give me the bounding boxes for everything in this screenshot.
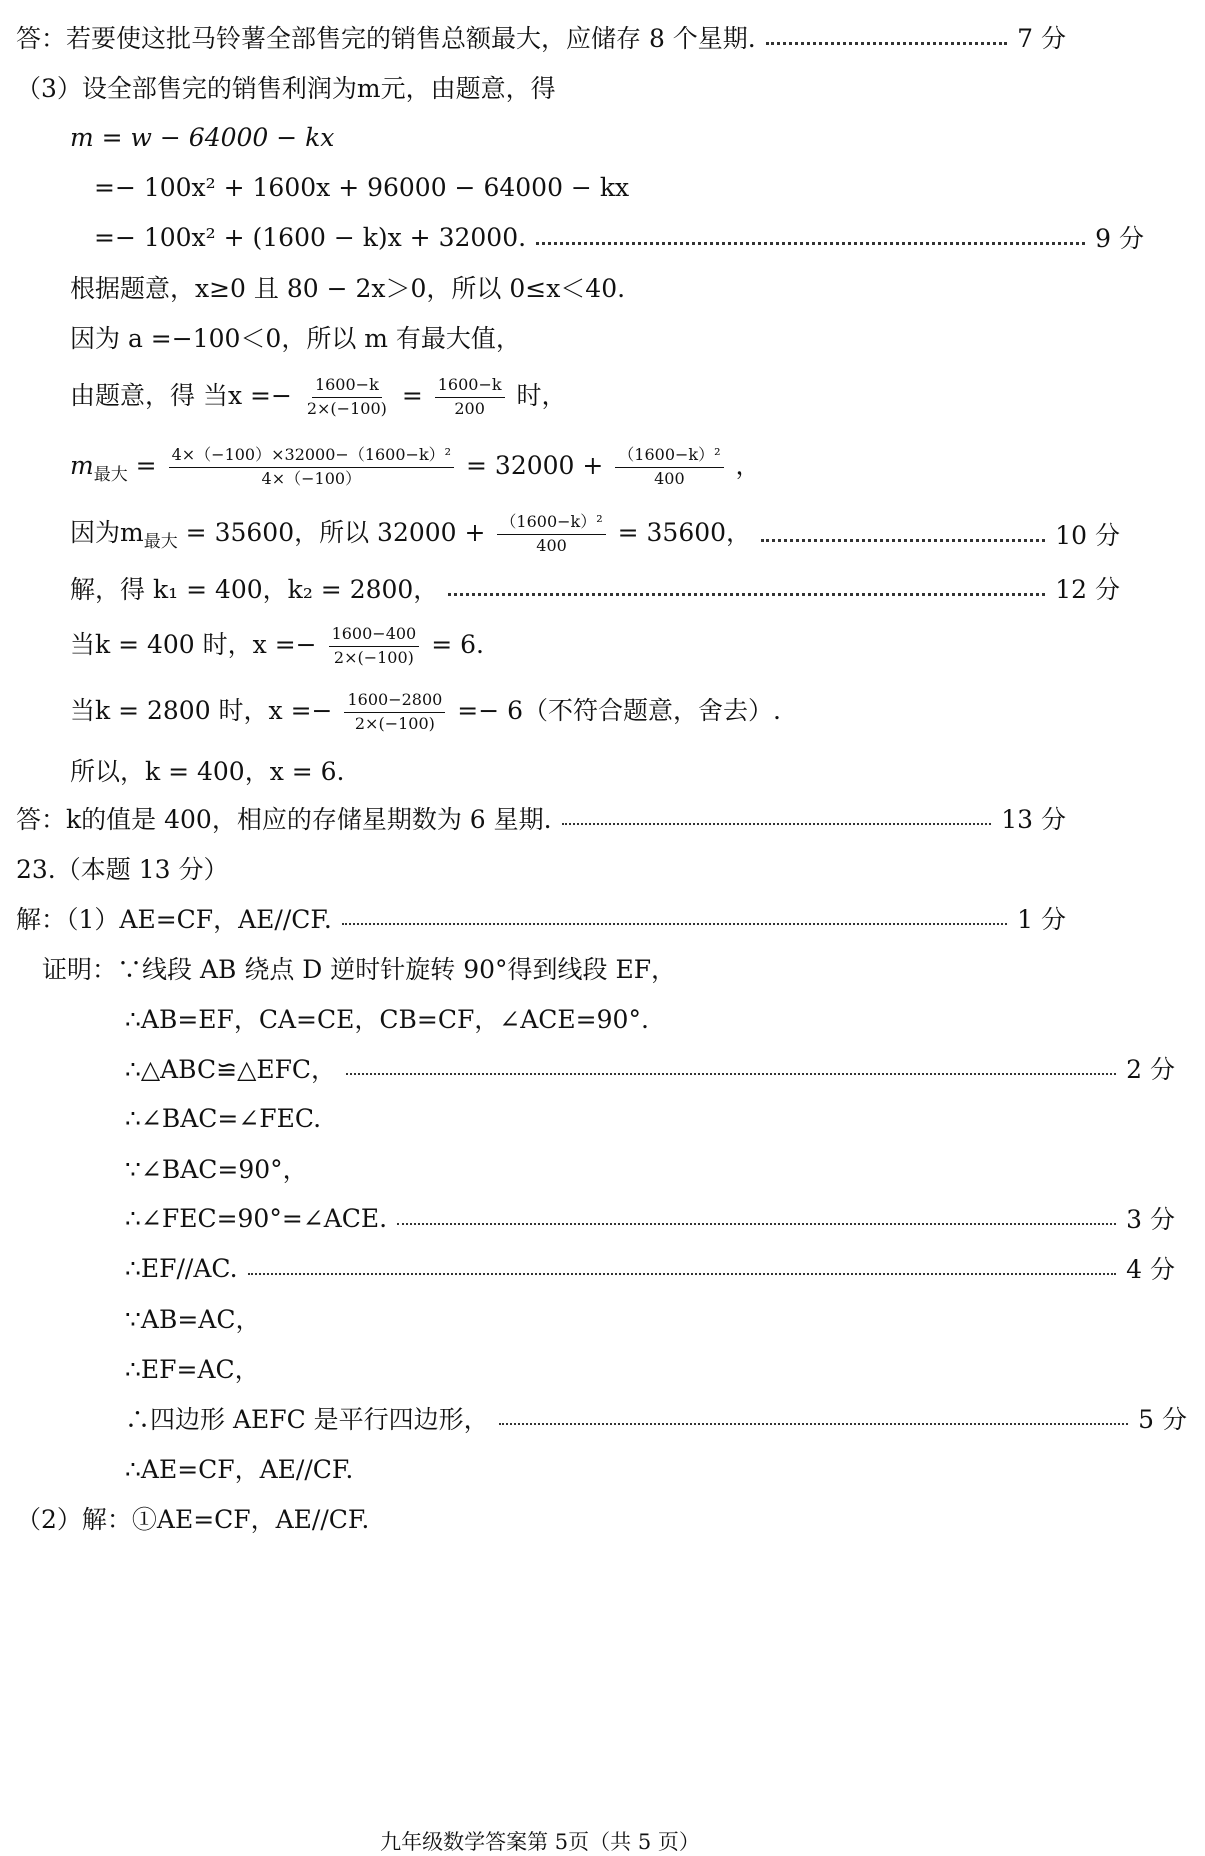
proof-step	[0, 1248, 1205, 1288]
line-text: ，	[735, 450, 761, 480]
answer-line-7	[0, 17, 1096, 57]
page-footer: 九年级数学答案第 5页（共 5 页）	[380, 1830, 700, 1854]
dot-leader	[342, 923, 1007, 925]
line-text: =− 6（不符合题意，舍去）.	[457, 695, 781, 725]
line-text: ∴AE=CF，AE//CF.	[125, 1455, 354, 1484]
fraction	[329, 625, 420, 667]
line-text: 因为 a =−100＜0，所以 m 有最大值，	[70, 324, 521, 353]
score-label: 4 分	[1126, 1255, 1175, 1284]
line-text: 证明：∵线段 AB 绕点 D 逆时针旋转 90°得到线段 EF，	[42, 955, 677, 984]
line-text: = 35600，所以 32000 +	[185, 517, 494, 547]
equation-simplified	[0, 217, 1174, 257]
dot-leader	[346, 1073, 1116, 1075]
dot-leader	[766, 42, 1007, 45]
fraction	[615, 446, 723, 488]
fraction-numerator: 1600−k	[435, 376, 505, 397]
line-text: 由题意，得 当x =−	[70, 380, 292, 410]
fraction	[304, 376, 390, 418]
equation-text: m = w − 64000 − kx	[70, 122, 335, 152]
score-label: 1 分	[1017, 905, 1066, 934]
score-label: 7 分	[1017, 24, 1066, 53]
line-text: =	[401, 380, 431, 410]
score-label: 9 分	[1095, 224, 1144, 253]
max-value-note	[0, 317, 1150, 357]
line-text: =	[135, 450, 165, 480]
line-text: 时，	[516, 380, 567, 410]
domain-condition	[0, 267, 1150, 307]
score-label: 13 分	[1001, 805, 1066, 834]
dot-leader	[499, 1423, 1128, 1425]
line-text: 因为m	[70, 517, 144, 547]
fraction	[169, 446, 454, 488]
proof-step	[0, 998, 1205, 1038]
question-23-heading	[0, 848, 1096, 888]
line-text: （3）设全部售完的销售利润为m元，由题意，得	[16, 74, 556, 103]
subscript: 最大	[143, 531, 178, 552]
proof-step	[0, 1048, 1205, 1088]
score-label: 10 分	[1055, 521, 1120, 550]
q23-part1-answer	[0, 898, 1096, 938]
fraction-denominator: 200	[454, 398, 485, 418]
fraction-denominator: 2×(−100)	[354, 713, 435, 733]
equation-m	[0, 117, 1150, 157]
proof-step	[0, 1348, 1205, 1388]
fraction-numerator: 1600−400	[329, 625, 420, 646]
k-solutions	[0, 568, 1150, 608]
line-text: ∵∠BAC=90°，	[125, 1155, 308, 1184]
fraction-denominator: 2×(−100)	[333, 647, 414, 667]
fraction-denominator: 400	[536, 535, 567, 555]
case-k2800	[0, 686, 1150, 738]
score-label: 5 分	[1138, 1405, 1187, 1434]
line-text: ∴∠FEC=90°=∠ACE.	[125, 1203, 388, 1233]
case-k400	[0, 620, 1150, 672]
fraction-numerator: （1600−k）²	[615, 446, 723, 467]
line-text: ∴AB=EF，CA=CE，CB=CF，∠ACE=90°.	[125, 1005, 649, 1034]
score-label: 3 分	[1126, 1205, 1175, 1234]
dot-leader	[397, 1223, 1116, 1225]
q23-part2-answer	[0, 1498, 1096, 1538]
dot-leader	[448, 593, 1045, 596]
line-text: 当k = 400 时，x =−	[70, 629, 317, 659]
line-text: （2）解：①AE=CF，AE//CF.	[16, 1505, 370, 1534]
line-text: ∴△ABC≌△EFC，	[125, 1055, 337, 1084]
fraction-denominator: 4×（−100）	[261, 468, 362, 488]
score-label: 12 分	[1055, 575, 1120, 604]
fraction-numerator: 1600−2800	[344, 691, 445, 712]
proof-step	[0, 1298, 1205, 1338]
dot-leader	[761, 539, 1045, 542]
subscript: 最大	[93, 464, 128, 485]
dot-leader	[536, 242, 1085, 245]
proof-step	[0, 1448, 1205, 1488]
answer-line-13	[0, 798, 1096, 838]
fraction-numerator: （1600−k）²	[497, 513, 605, 534]
line-text: 解：（1）AE=CF，AE//CF.	[16, 905, 332, 934]
equation-text: =− 100x² + 1600x + 96000 − 64000 − kx	[94, 172, 630, 202]
proof-step	[0, 1148, 1205, 1188]
line-text: 当k = 2800 时，x =−	[70, 695, 333, 725]
fraction-numerator: 1600−k	[312, 376, 382, 397]
fraction-numerator: 4×（−100）×32000−（1600−k）²	[169, 446, 454, 467]
m-max-equation	[0, 507, 1150, 561]
line-text: = 35600，	[617, 517, 752, 547]
line-text: 解，得 k₁ = 400，k₂ = 2800，	[70, 575, 439, 604]
vertex-x-line	[0, 372, 1150, 422]
proof-start	[0, 948, 1122, 988]
line-text: 所以，k = 400，x = 6.	[70, 757, 345, 786]
part3-intro	[0, 67, 1096, 107]
line-text: 答：若要使这批马铃薯全部售完的销售总额最大，应储存 8 个星期.	[16, 24, 756, 53]
dot-leader	[562, 823, 992, 825]
m-max-formula	[0, 440, 1150, 494]
equation-expand	[0, 167, 1174, 207]
line-text: 根据题意，x≥0 且 80 − 2x＞0，所以 0≤x＜40.	[70, 274, 626, 303]
line-text: = 6.	[431, 629, 484, 659]
line-text: ∵AB=AC，	[125, 1305, 261, 1334]
heading-text: 23.（本题 13 分）	[16, 855, 229, 884]
dot-leader	[248, 1273, 1117, 1275]
line-text: = 32000 +	[466, 450, 612, 480]
variable-m: m	[70, 450, 94, 480]
equation-text: =− 100x² + (1600 − k)x + 32000.	[94, 222, 527, 252]
fraction-denominator: 2×(−100)	[306, 398, 387, 418]
fraction-denominator: 400	[654, 468, 685, 488]
line-text: ∴EF=AC，	[125, 1355, 260, 1384]
proof-step	[0, 1398, 1205, 1438]
proof-step	[0, 1098, 1205, 1138]
line-text: ∴EF//AC.	[125, 1253, 238, 1283]
line-text: ∴∠BAC=∠FEC.	[125, 1103, 322, 1133]
fraction	[344, 691, 445, 733]
conclusion-values	[0, 750, 1150, 790]
fraction	[435, 376, 505, 418]
fraction	[497, 513, 605, 555]
score-label: 2 分	[1126, 1055, 1175, 1084]
line-text: ∴四边形 AEFC 是平行四边形，	[125, 1405, 489, 1434]
proof-step	[0, 1198, 1205, 1238]
line-text: 答：k的值是 400，相应的存储星期数为 6 星期.	[16, 805, 552, 834]
